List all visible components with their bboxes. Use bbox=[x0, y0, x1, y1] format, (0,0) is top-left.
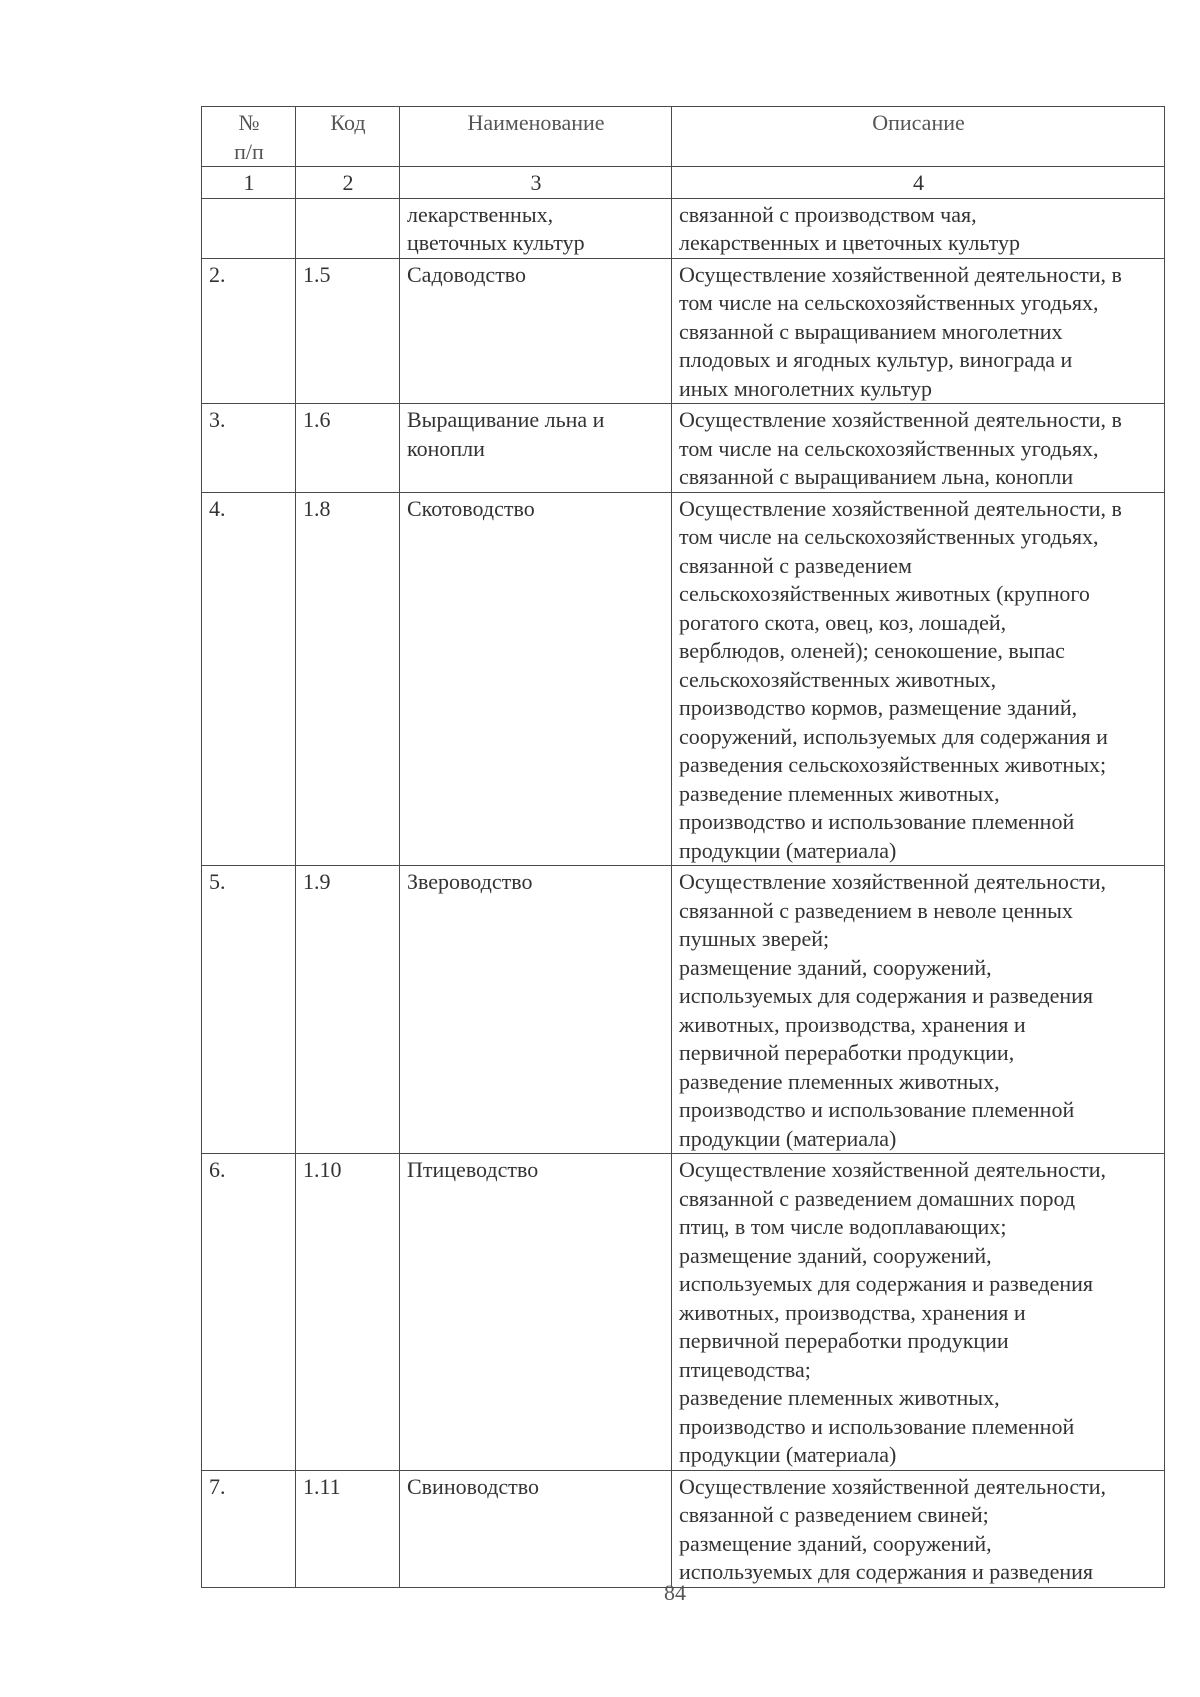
row-description-line: разведение племенных животных, bbox=[679, 1068, 1000, 1094]
row-description-line: разведение племенных животных, bbox=[679, 780, 1000, 806]
row-description-line: используемых для содержания и разведения bbox=[679, 1271, 1094, 1296]
row-description-line: разведения сельскохозяйственных животных; bbox=[679, 752, 1107, 777]
row-number bbox=[202, 198, 296, 258]
row-description-line: рогатого скота, овец, коз, лошадей, bbox=[679, 609, 1007, 635]
row-name bbox=[400, 404, 672, 493]
row-description-line: размещение зданий, сооружений, bbox=[679, 1530, 992, 1556]
row-name-line: Выращивание льна и bbox=[407, 407, 605, 432]
row-code: 1.9 bbox=[296, 866, 400, 1154]
row-description-line: иных многолетних культур bbox=[679, 375, 933, 401]
row-name-line: Птицеводство bbox=[407, 1157, 539, 1182]
table-row bbox=[202, 1470, 1165, 1587]
row-description-line: Осуществление хозяйственной деятельности, bbox=[679, 869, 1107, 894]
row-description-line: связанной с разведением в неволе ценных bbox=[679, 897, 1073, 923]
row-name-line: Свиноводство bbox=[407, 1473, 540, 1499]
row-description-line: связанной с разведением свиней; bbox=[679, 1502, 989, 1527]
table-row bbox=[202, 404, 1165, 493]
row-name bbox=[400, 866, 672, 1154]
row-description-line: продукции (материала) bbox=[679, 1125, 897, 1151]
row-description-line: сооружений, используемых для содержания и bbox=[679, 723, 1108, 749]
row-code: 1.11 bbox=[296, 1470, 400, 1587]
row-code: 1.10 bbox=[296, 1154, 400, 1471]
row-description bbox=[672, 492, 1165, 866]
row-description-line: Осуществление хозяйственной деятельности, bbox=[679, 1473, 1107, 1499]
table-body bbox=[202, 198, 1165, 1587]
row-description-line: том числе на сельскохозяйственных угодьях, bbox=[679, 524, 1099, 549]
row-description bbox=[672, 1154, 1165, 1471]
row-name bbox=[400, 198, 672, 258]
row-description-line: первичной переработки продукции bbox=[679, 1328, 1009, 1353]
table-row bbox=[202, 258, 1165, 404]
table-header-row bbox=[202, 107, 1165, 167]
row-description-line: производство и использование племенной bbox=[679, 809, 1075, 834]
row-description-line: Осуществление хозяйственной деятельности, в bbox=[679, 261, 1122, 287]
row-description-line: Осуществление хозяйственной деятельности, в bbox=[679, 495, 1122, 521]
row-code: 1.6 bbox=[296, 404, 400, 493]
row-name bbox=[400, 1470, 672, 1587]
table-row bbox=[202, 866, 1165, 1154]
row-name-line: конопли bbox=[407, 435, 485, 461]
header-number-line2: п/п bbox=[234, 138, 264, 164]
row-description-line: связанной с выращиванием льна, конопли bbox=[679, 464, 1074, 489]
row-description-line: птицеводства; bbox=[679, 1356, 811, 1382]
row-description-line: том числе на сельскохозяйственных угодьях, bbox=[679, 290, 1099, 315]
row-description bbox=[672, 258, 1165, 404]
row-description-line: продукции (материала) bbox=[679, 837, 897, 863]
column-number: 2 bbox=[296, 167, 400, 199]
row-description-line: размещение зданий, сооружений, bbox=[679, 954, 992, 980]
row-description-line: связанной с разведением bbox=[679, 552, 912, 578]
page-number: 84 bbox=[664, 1580, 686, 1605]
column-number-row bbox=[202, 167, 1165, 199]
row-description-line: размещение зданий, сооружений, bbox=[679, 1242, 992, 1268]
row-description bbox=[672, 404, 1165, 493]
row-description-line: Осуществление хозяйственной деятельности, в bbox=[679, 407, 1122, 432]
row-code: 1.8 bbox=[296, 492, 400, 866]
row-name-line: Скотоводство bbox=[407, 495, 535, 521]
row-description-line: используемых для содержания и разведения bbox=[679, 983, 1094, 1008]
row-description-line: плодовых и ягодных культур, винограда и bbox=[679, 347, 1073, 372]
table-row bbox=[202, 1154, 1165, 1471]
row-description-line: животных, производства, хранения и bbox=[679, 1011, 1026, 1037]
row-name-line: Звероводство bbox=[407, 869, 533, 894]
header-number bbox=[202, 107, 296, 167]
header-name: Наименование bbox=[400, 107, 672, 167]
column-number: 1 bbox=[202, 167, 296, 199]
row-name bbox=[400, 1154, 672, 1471]
row-name-line: Садоводство bbox=[407, 261, 527, 287]
row-description bbox=[672, 866, 1165, 1154]
row-name bbox=[400, 258, 672, 404]
row-description-line: производство и использование племенной bbox=[679, 1413, 1075, 1439]
column-number: 3 bbox=[400, 167, 672, 199]
row-description-line: производство кормов, размещение зданий, bbox=[679, 695, 1078, 720]
row-description-line: производство и использование племенной bbox=[679, 1097, 1075, 1122]
row-name-line: лекарственных, bbox=[407, 201, 554, 227]
row-code: 1.5 bbox=[296, 258, 400, 404]
header-code: Код bbox=[296, 107, 400, 167]
row-description-line: разведение племенных животных, bbox=[679, 1385, 1000, 1410]
row-description-line: том числе на сельскохозяйственных угодьях, bbox=[679, 435, 1099, 461]
column-number: 4 bbox=[672, 167, 1165, 199]
row-description-line: лекарственных и цветочных культур bbox=[679, 230, 1020, 255]
row-description-line: используемых для содержания и разведения bbox=[679, 1559, 1094, 1584]
row-number: 3. bbox=[202, 404, 296, 493]
header-number-line1: № bbox=[238, 110, 260, 135]
row-description-line: связанной с выращиванием многолетних bbox=[679, 318, 1063, 344]
row-description-line: связанной с разведением домашних пород bbox=[679, 1185, 1076, 1211]
row-description-line: сельскохозяйственных животных, bbox=[679, 666, 997, 692]
row-description-line: животных, производства, хранения и bbox=[679, 1299, 1026, 1325]
row-number: 6. bbox=[202, 1154, 296, 1471]
table-row bbox=[202, 198, 1165, 258]
row-description-line: связанной с производством чая, bbox=[679, 201, 977, 227]
row-number: 7. bbox=[202, 1470, 296, 1587]
row-number: 5. bbox=[202, 866, 296, 1154]
row-number: 2. bbox=[202, 258, 296, 404]
header-description: Описание bbox=[672, 107, 1165, 167]
row-name-line: цветочных культур bbox=[407, 230, 585, 255]
row-description-line: птиц, в том числе водоплавающих; bbox=[679, 1214, 1007, 1239]
row-description bbox=[672, 198, 1165, 258]
table-row bbox=[202, 492, 1165, 866]
row-description-line: сельскохозяйственных животных (крупного bbox=[679, 581, 1090, 606]
row-code bbox=[296, 198, 400, 258]
row-description-line: верблюдов, оленей); сенокошение, выпас bbox=[679, 638, 1065, 663]
land-use-table bbox=[201, 106, 1165, 1588]
row-description-line: Осуществление хозяйственной деятельности, bbox=[679, 1157, 1107, 1182]
row-description bbox=[672, 1470, 1165, 1587]
row-number: 4. bbox=[202, 492, 296, 866]
row-name bbox=[400, 492, 672, 866]
row-description-line: продукции (материала) bbox=[679, 1442, 897, 1467]
row-description-line: пушных зверей; bbox=[679, 926, 830, 951]
row-description-line: первичной переработки продукции, bbox=[679, 1040, 1015, 1065]
